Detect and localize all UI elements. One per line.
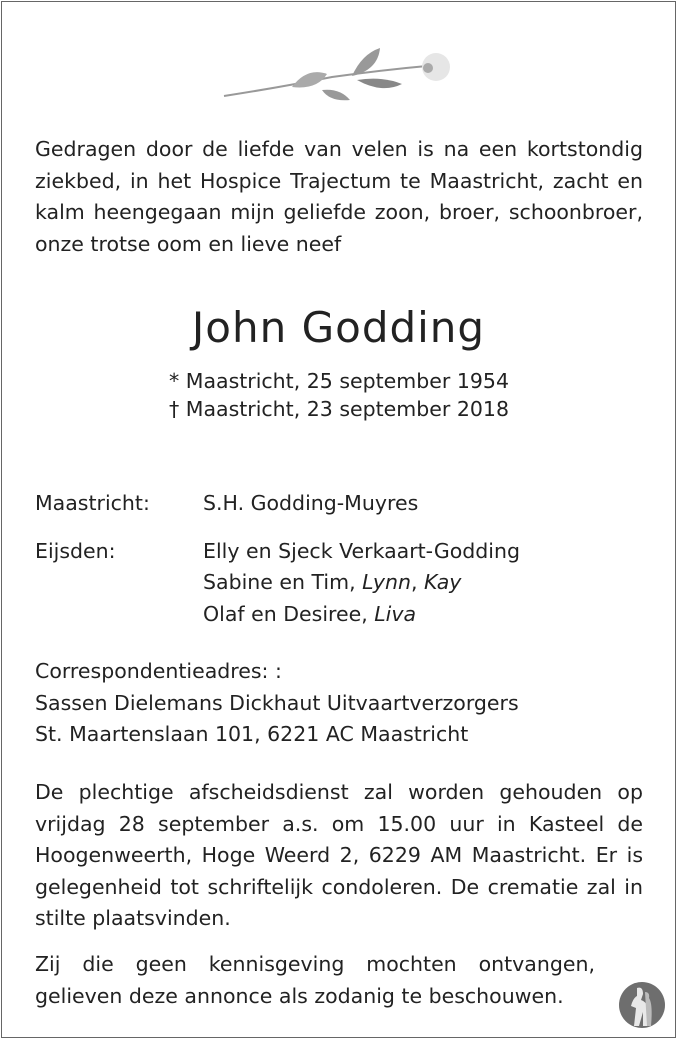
family-member-text: Sabine en Tim, <box>203 570 363 594</box>
service-paragraph: De plechtige afscheidsdienst zal worden gehouden op vrijdag 28 september a.s. om 15.00 uur in Kasteel de Hoogenweerth, Hoge Weerd 2, 6229 AM Maastricht. Er is gelegenheid tot schriftelijk condoleren. De crematie zal in stilte plaatsvinden. <box>35 780 643 930</box>
family-member <box>203 567 520 599</box>
death-date: † Maastricht, 23 september 2018 <box>168 397 510 421</box>
life-dates <box>35 367 643 423</box>
family-member <box>203 599 520 631</box>
correspondence-block <box>35 656 643 751</box>
correspondence-line-2: St. Maartenslaan 101, 6221 AC Maastricht <box>35 722 469 746</box>
grandchild-name: Lynn <box>362 570 411 594</box>
family-list <box>35 488 643 630</box>
correspondence-line-1: Sassen Dielemans Dickhaut Uitvaartverzorgers <box>35 690 519 715</box>
family-place: Eijsden: <box>35 538 116 563</box>
grandchild-name: Liva <box>374 601 417 626</box>
correspondence-label: Correspondentieadres: : <box>35 659 282 683</box>
separator: , <box>410 570 424 594</box>
intro-paragraph: Gedragen door de liefde van velen is na een kortstondig ziekbed, in het Hospice Trajectum te Maastricht, zacht en kalm heengegaan mijn geliefde zoon, broer, schoonbroer, onze trotse oom en lieve neef <box>35 137 643 256</box>
family-place: Maastricht: <box>35 491 150 515</box>
birth-date: * Maastricht, 25 september 1954 <box>168 369 510 393</box>
family-group <box>35 488 643 520</box>
memorial-logo-icon <box>617 980 667 1030</box>
deceased-name: John Godding <box>191 303 486 352</box>
closing-paragraph: Zij die geen kennisgeving mochten ontvangen, gelieven deze annonce als zodanig te beschouwen. <box>35 952 595 1008</box>
family-member: Elly en Sjeck Verkaart-Godding <box>203 538 520 563</box>
rose-icon <box>222 42 452 104</box>
family-member: S.H. Godding-Muyres <box>203 491 419 515</box>
family-member-text: Olaf en Desiree, <box>203 601 375 626</box>
family-group <box>35 536 643 631</box>
grandchild-name: Kay <box>423 570 462 594</box>
